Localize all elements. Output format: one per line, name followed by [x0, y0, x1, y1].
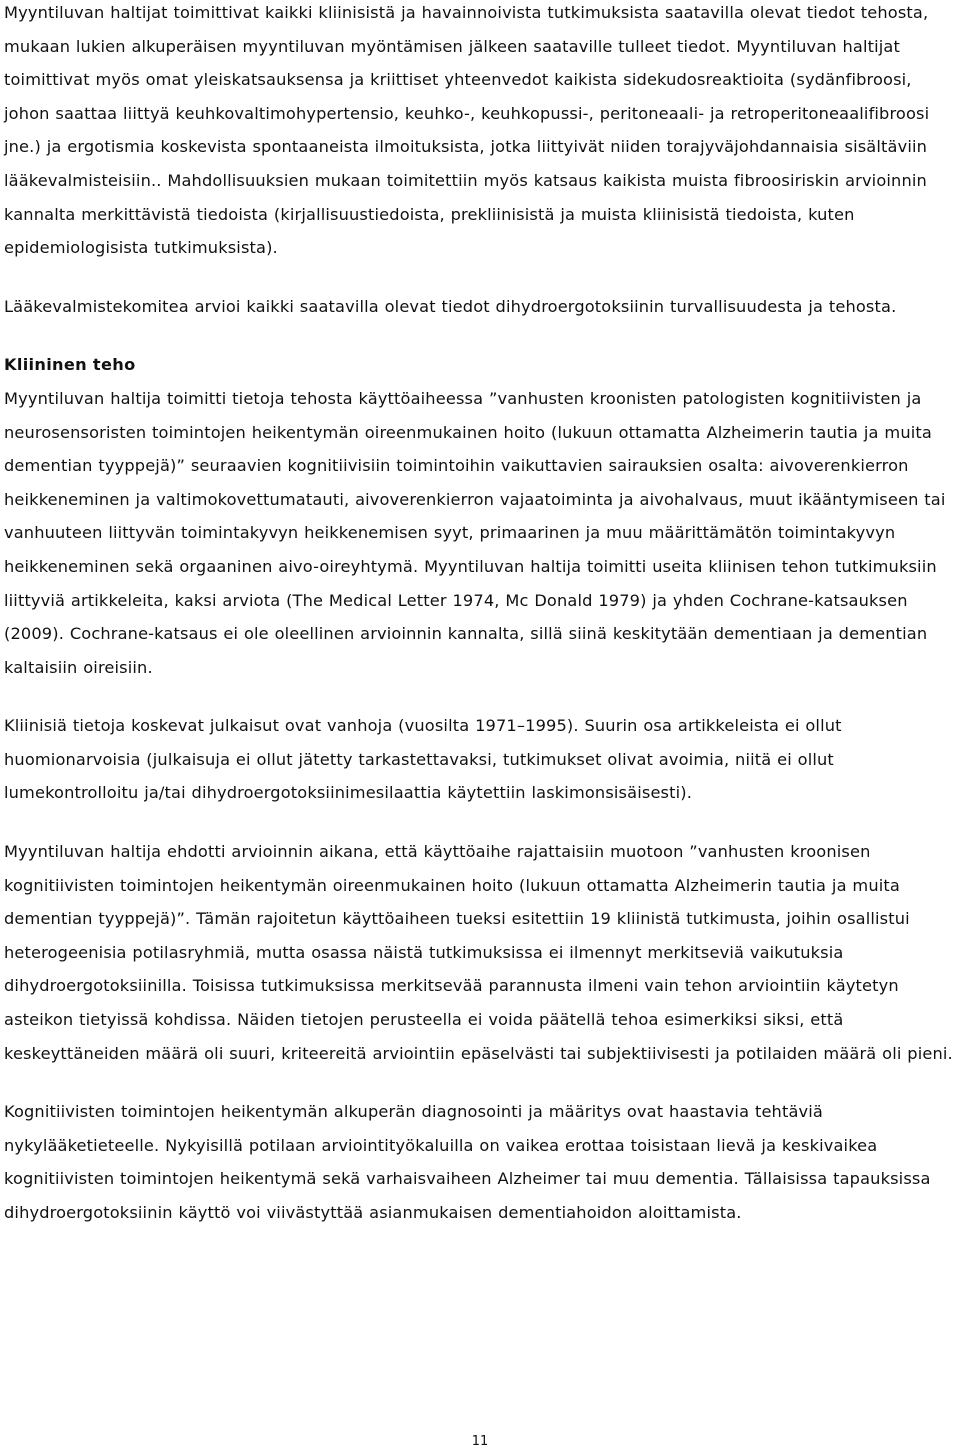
paragraph-committee-assessment: Lääkevalmistekomitea arvioi kaikki saatavilla olevat tiedot dihydroergotoksiinin turvallisuudesta ja tehosta. — [4, 296, 897, 316]
document-page — [4, 0, 958, 1230]
page-number: 11 — [471, 1434, 489, 1449]
paragraph-restricted-indication: Myyntiluvan haltija ehdotti arvioinnin aikana, että käyttöaihe rajattaisiin muotoon ”vanhusten kroonisen kognitiivisten toimintojen heikentymän oireenmukainen hoito (lukuun ottamatta Alzheimerin tautia ja muita dementian tyyppejä)”. Tämän rajoitetun käyttöaiheen tueksi esitettiin 19 kliinistä tutkimusta, joihin osallistui heterogeenisia potilasryhmiä, mutta osassa näistä tutkimuksissa ei ilmennyt merkitseviä vaikutuksia dihydroergotoksiinilla. Toisissa tutkimuksissa merkitsevää parannusta ilmeni vain tehon arviointiin käytetyn asteikon tietyissä kohdissa. Näiden tietojen perusteella ei voida päätellä tehoa esimerkiksi siksi, että keskeyttäneiden määrä oli suuri, kriteereitä arviointiin epäselvästi tai subjektiivisesti ja potilaiden määrä oli pieni. — [4, 842, 953, 1063]
paragraph-submitted-data: Myyntiluvan haltijat toimittivat kaikki kliinisistä ja havainnoivista tutkimuksista saatavilla olevat tiedot tehosta, mukaan lukien alkuperäisen myyntiluvan myöntämisen jälkeen saataville tulleet tiedot. Myyntiluvan haltijat toimittivat myös omat yleiskatsauksensa ja kriittiset yhteenvedot kaikista sidekudosreaktioita (sydänfibroosi, johon saattaa liittyä keuhkovaltimohypertensio, keuhko-, keuhkopussi-, peritoneaali- ja retroperitoneaalifibroosi jne.) ja ergotismia koskevista spontaaneista ilmoituksista, jotka liittyivät niiden torajyväjohdannaisia sisältäviin lääkevalmisteisiin.. Mahdollisuuksien mukaan toimitettiin myös katsaus kaikista muista fibroosiriskin arvioinnin kannalta merkittävistä tiedoista (kirjallisuustiedoista, prekliinisistä ja muista kliinisistä tiedoista, kuten epidemiologisista tutkimuksista). — [4, 3, 930, 258]
paragraph-clinical-publications: Kliinisiä tietoja koskevat julkaisut ovat vanhoja (vuosilta 1971–1995). Suurin osa artikkeleista ei ollut huomionarvoisia (julkaisuja ei ollut jätetty tarkastettavaksi, tutkimukset olivat avoimia, niitä ei ollut lumekontrolloitu ja/tai dihydroergotoksiinimesilaattia käytettiin laskimonsisäisesti). — [4, 716, 842, 803]
section-heading-clinical-efficacy: Kliininen teho — [4, 355, 136, 375]
paragraph-efficacy-indication: Myyntiluvan haltija toimitti tietoja tehosta käyttöaiheessa ”vanhusten kroonisten patologisten kognitiivisten ja neurosensoristen toimintojen heikentymän oireenmukainen hoito (lukuun ottamatta Alzheimerin tautia ja muita dementian tyyppejä)” seuraavien kognitiivisiin toimintoihin vaikuttavien sairauksien osalta: aivoverenkierron heikkeneminen ja valtimokovettumatauti, aivoverenkierron vajaatoiminta ja aivohalvaus, muut ikääntymiseen tai vanhuuteen liittyvän toimintakyvyn heikkenemisen syyt, primaarinen ja muu määrittämätön toimintakyvyn heikkeneminen sekä orgaaninen aivo-oireyhtymä. Myyntiluvan haltija toimitti useita kliinisen tehon tutkimuksiin liittyviä artikkeleita, kaksi arviota (The Medical Letter 1974, Mc Donald 1979) ja yhden Cochrane-katsauksen (2009). Cochrane-katsaus ei ole oleellinen arvioinnin kannalta, sillä siinä keskitytään dementiaan ja dementian kaltaisiin oireisiin. — [4, 388, 946, 677]
paragraph-diagnosis-challenges: Kognitiivisten toimintojen heikentymän alkuperän diagnosointi ja määritys ovat haastavia tehtäviä nykylääketieteelle. Nykyisillä potilaan arviointityökaluilla on vaikea erottaa toisistaan lievä ja keskivaikea kognitiivisten toimintojen heikentymä sekä varhaisvaiheen Alzheimer tai muu dementia. Tällaisissa tapauksissa dihydroergotoksiinin käyttö voi viivästyttää asianmukaisen dementiahoidon aloittamista. — [4, 1102, 931, 1222]
